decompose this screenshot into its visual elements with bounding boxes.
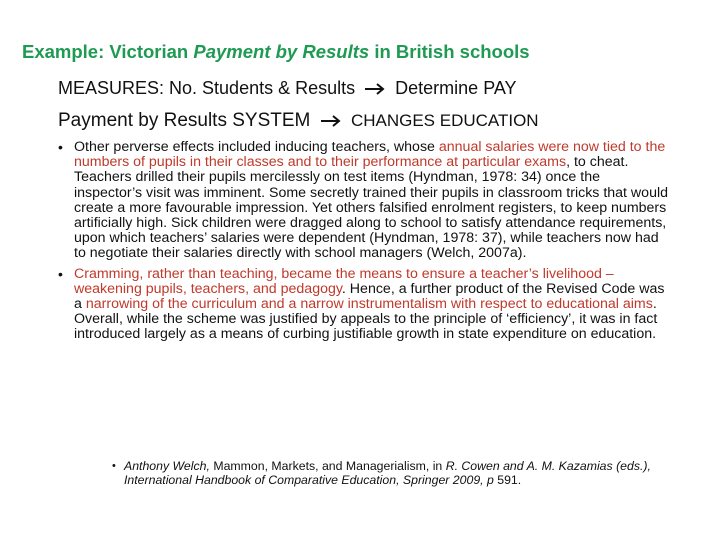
bullet-item: • Other perverse effects included inducing teachers, whose annual salaries were now tied to the numbers of pupils in their classes and to their performance at particular exams, to cheat. Teachers drilled their pupils mercilessly on test items (Hyndman, 1978: 34) once the inspector’s visit was imminent. Some secretly trained their pupils in classroom tricks that would create a more favourable impression. Yet others falsified enrolment registers, to keep numbers artificially high. Sick children were dragged along to school to satisfy attendance requirements, upon which teachers’ salaries were dependent (Hyndman, 1978: 37), while teachers now had to negotiate their salaries directly with school managers (Welch, 2007a).	[58, 139, 668, 262]
system-left-text: Payment by Results SYSTEM	[58, 110, 311, 131]
measures-right-text: Determine PAY	[395, 78, 517, 98]
highlight-text: Cramming, rather than teaching, became the means to ensure a teacher’s livelihood – weakening pupils, teachers, and pedagogy	[74, 265, 614, 297]
measures-line	[58, 78, 517, 99]
highlight-text: narrowing of the curriculum and a narrow instrumentalism with respect to educational aims	[85, 296, 653, 313]
right-arrow-icon	[320, 115, 342, 127]
system-line	[58, 110, 539, 132]
bullet-item: • Cramming, rather than teaching, became the means to ensure a teacher’s livelihood – weakening pupils, teachers, and pedagogy. Hence, a further product of the Revised Code was a narrowing of the curriculum and a narrow instrumentalism with respect to educational aims. Overall, while the scheme was justified by appeals to the principle of ‘efficiency’, it was in fact introduced largely as a means of curbing justifiable growth in state expenditure on education.	[58, 265, 665, 343]
highlight-text: annual salaries were now tied to the numbers of pupils in their classes and to their performance at particular exams	[74, 139, 666, 171]
slide-title: Example: Victorian Payment by Results in British schools	[22, 41, 530, 62]
bullet-dot-icon: •	[58, 139, 63, 155]
measures-left-text: MEASURES: No. Students & Results	[58, 78, 356, 98]
bullet-list	[58, 140, 670, 348]
reference-citation: • Anthony Welch, Mammon, Markets, and Managerialism, in R. Cowen and A. M. Kazamias (eds.), International Handbook of Comparative Education, Springer 2009, p 591.	[112, 459, 651, 487]
bullet-dot-icon: •	[58, 265, 63, 282]
bullet-dot-icon: •	[112, 460, 116, 472]
system-right-text: CHANGES EDUCATION	[350, 111, 539, 130]
slide-title-italic: Payment by Results	[193, 41, 370, 62]
right-arrow-icon	[364, 83, 386, 95]
